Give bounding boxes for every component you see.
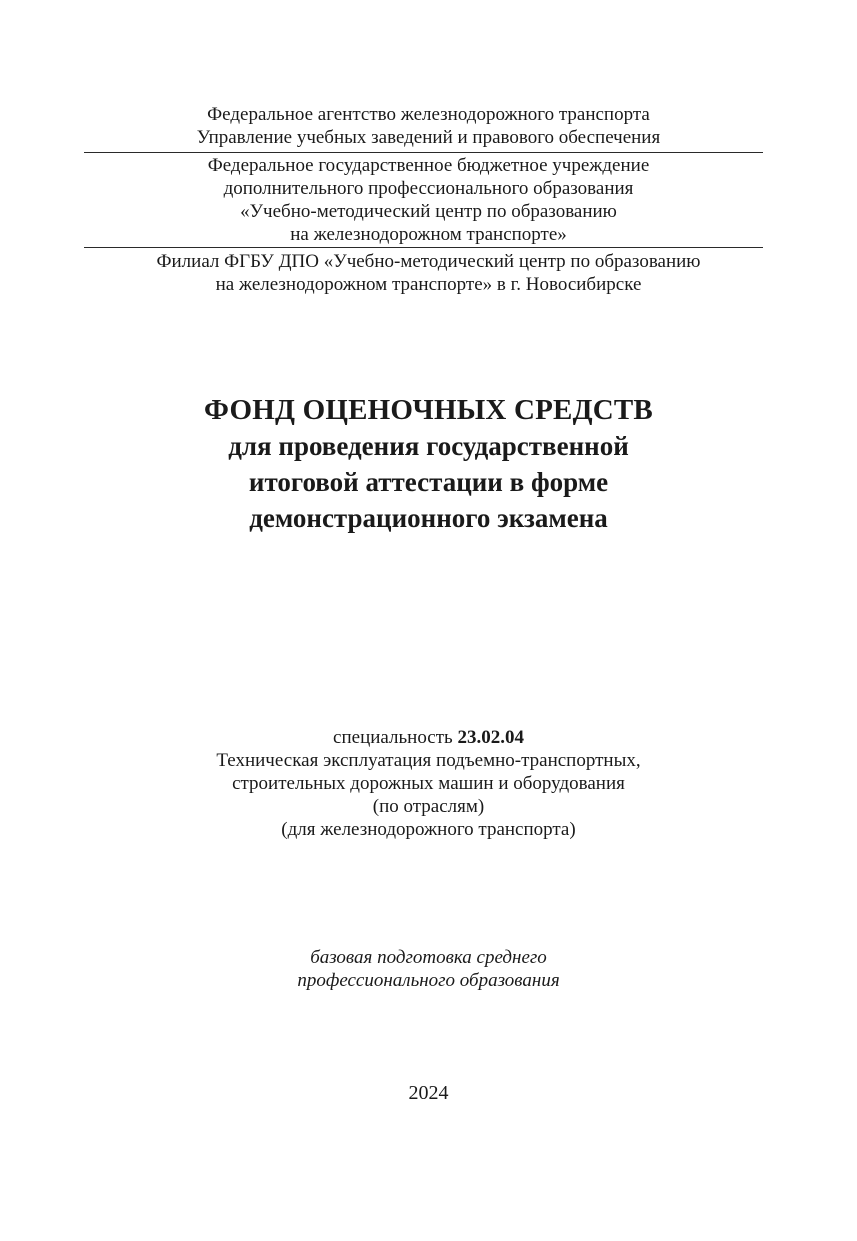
title-line-4: демонстрационного экзамена bbox=[249, 503, 608, 533]
level-line-1: базовая подготовка среднего bbox=[310, 947, 547, 968]
institution-block bbox=[0, 154, 857, 246]
institution-line-4: на железнодорожном транспорте» bbox=[290, 224, 567, 245]
title-line-1: ФОНД ОЦЕНОЧНЫХ СРЕДСТВ bbox=[204, 394, 653, 426]
divider-1 bbox=[84, 152, 763, 153]
specialty-line-3: (по отраслям) bbox=[372, 796, 485, 817]
title-line-3: итоговой аттестации в форме bbox=[248, 467, 609, 497]
specialty-line-2: строительных дорожных машин и оборудования bbox=[232, 773, 625, 794]
title-line-2: для проведения государственной bbox=[228, 431, 629, 461]
training-level-block bbox=[0, 946, 857, 992]
specialty-block bbox=[0, 726, 857, 841]
agency-line-2: Управление учебных заведений и правового обеспечения bbox=[196, 127, 661, 148]
branch-line-2: на железнодорожном транспорте» в г. Новосибирске bbox=[215, 274, 642, 295]
specialty-heading bbox=[0, 726, 857, 749]
institution-line-1: Федеральное государственное бюджетное учреждение bbox=[207, 155, 650, 176]
specialty-code: 23.02.04 bbox=[457, 727, 524, 748]
institution-line-3: «Учебно-методический центр по образованию bbox=[240, 201, 617, 222]
branch-line-1: Филиал ФГБУ ДПО «Учебно-методический центр по образованию bbox=[156, 251, 701, 272]
specialty-label: специальность bbox=[333, 727, 458, 748]
agency-line-1: Федеральное агентство железнодорожного транспорта bbox=[207, 104, 650, 125]
branch-block bbox=[0, 250, 857, 296]
specialty-line-1: Техническая эксплуатация подъемно-транспортных, bbox=[216, 750, 641, 771]
divider-2 bbox=[84, 247, 763, 248]
agency-block bbox=[0, 103, 857, 149]
publication-year: 2024 bbox=[408, 1082, 449, 1104]
level-line-2: профессионального образования bbox=[297, 970, 560, 991]
specialty-line-4: (для железнодорожного транспорта) bbox=[281, 819, 576, 840]
institution-line-2: дополнительного профессионального образования bbox=[223, 178, 634, 199]
document-title bbox=[0, 392, 857, 536]
year-block bbox=[0, 1082, 857, 1105]
